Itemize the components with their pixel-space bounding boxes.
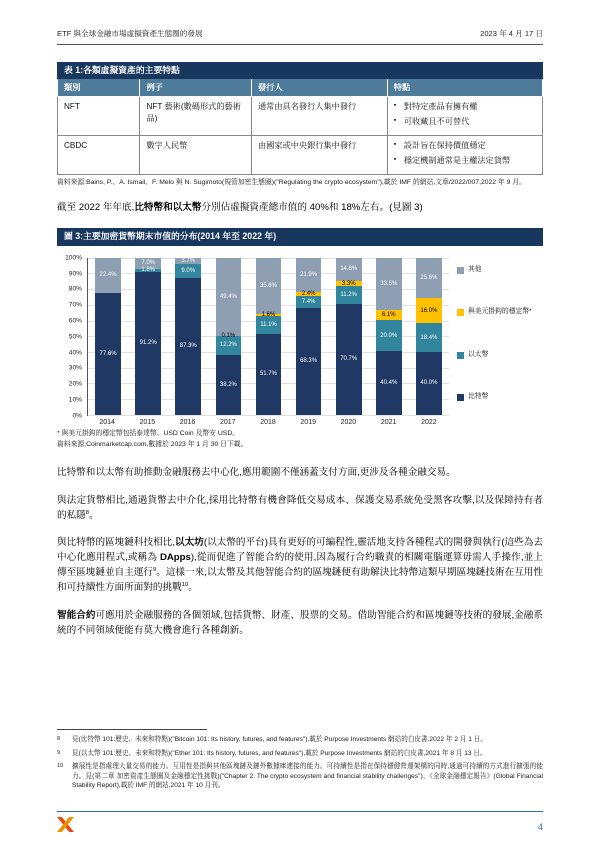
footnote-reference: 10 xyxy=(181,582,189,589)
bar-segment-label: 18.4% xyxy=(420,334,438,341)
bar-segment-label: 16.0% xyxy=(420,307,438,314)
chart-plot xyxy=(87,258,449,416)
bar-segment xyxy=(95,258,121,293)
bar-segment xyxy=(416,352,442,415)
footnote-reference: 9 xyxy=(153,567,157,574)
body-paragraph-5 xyxy=(57,608,543,638)
table-cell: 數字人民幣 xyxy=(140,136,252,175)
feature-item: ▪ 對特定產品有擁有權 xyxy=(394,101,536,112)
footnote-number: 10 xyxy=(57,763,64,770)
footnote-number: 9 xyxy=(57,749,61,756)
gridline xyxy=(88,415,449,416)
bar-segment-label: 40.4% xyxy=(380,380,398,387)
bar-segment xyxy=(416,323,442,352)
bar-segment-label: 91.2% xyxy=(139,340,157,347)
x-axis-label: 2021 xyxy=(380,418,397,426)
page-header xyxy=(57,28,543,45)
y-axis-tick: 30% xyxy=(68,364,82,372)
bar-segment-label: 3.3% xyxy=(341,280,356,287)
footnote-separator xyxy=(57,729,207,730)
legend-swatch xyxy=(457,352,464,359)
bar-column-2022 xyxy=(409,258,449,415)
text-run: 以太坊 xyxy=(175,536,204,548)
feature-list xyxy=(394,101,536,127)
x-axis-label: 2018 xyxy=(260,418,276,426)
bar-segment-label: 68.3% xyxy=(300,358,318,365)
bar-segment-label: 87.3% xyxy=(179,343,197,350)
y-axis-tick: 90% xyxy=(68,270,82,278)
text-run: ),從而促進了智能合約的使用,因為履行合約職責的相關電腦運算毋需人手操作,並上傳至區塊鏈並自主運行 xyxy=(57,552,543,579)
legend-label: 其他 xyxy=(468,265,482,273)
legend-swatch xyxy=(457,267,464,274)
bar-segment-label: 70.7% xyxy=(340,356,358,363)
bar-segment-label: 9.0% xyxy=(181,267,196,274)
table1-column-header: 發行人 xyxy=(251,79,387,97)
legend-swatch xyxy=(457,309,464,316)
table1-column-header: 類別 xyxy=(58,79,140,97)
table-cell: CBDC xyxy=(58,136,140,175)
y-axis-tick: 70% xyxy=(68,301,82,309)
bar-stack-2022 xyxy=(416,258,442,415)
x-axis-label: 2016 xyxy=(179,418,196,426)
footnote-number: 8 xyxy=(57,736,61,743)
bar-segment-label: 1.6% xyxy=(261,311,276,318)
y-axis-tick: 80% xyxy=(68,285,82,293)
bar-segment xyxy=(416,258,442,298)
table1-column-header: 特點 xyxy=(387,79,542,97)
y-axis-tick: 60% xyxy=(68,317,82,325)
bar-segment-label: 40.0% xyxy=(420,380,438,387)
footnote-reference: 8 xyxy=(85,509,90,516)
bar-segment xyxy=(296,258,322,292)
x-axis-label: 2015 xyxy=(139,418,156,426)
bar-segment xyxy=(376,351,402,414)
bar-column-2016 xyxy=(168,258,208,415)
bar-segment-label: 0.1% xyxy=(221,332,236,339)
bar-stack-2015 xyxy=(135,258,161,415)
chart-y-axis xyxy=(57,254,87,420)
figure3-source: 資料來源:Coinmarketcap.com,數據於 2023 年 1 月 30 日下載。 xyxy=(57,440,248,448)
body-paragraph-1 xyxy=(57,200,543,215)
figure3-chart xyxy=(57,254,543,426)
bar-segment-label: 49.4% xyxy=(219,293,237,300)
bar-column-2021 xyxy=(369,258,409,415)
footnotes-list xyxy=(57,735,543,791)
footnote-text: 見(比特幣 101:歷史、未來和特點)("Bitcoin 101: Its history, futures, and features"),載於 Purpose Investments 網站的白皮書,2022 年 2 月 1 日。 xyxy=(72,736,487,744)
bar-segment xyxy=(336,286,362,304)
body-paragraph-4 xyxy=(57,535,543,596)
text-run: 與法定貨幣相比,通過貨幣去中介化,採用比特幣有機會降低交易成本、保護交易系統免受黑客攻擊,以及保障持有者的私隱 xyxy=(57,494,543,521)
x-axis-label: 2020 xyxy=(340,418,357,426)
bar-segment-label: 33.5% xyxy=(380,281,398,288)
footnote-text: 見(以太幣 101:歷史、未來和特點)("Ether 101: Its history, futures, and features"),載於 Purpose Investments 網站的白皮書,2021 年 8 月 13 日。 xyxy=(72,749,487,757)
bar-segment xyxy=(296,296,322,308)
x-axis-label: 2014 xyxy=(99,418,115,426)
text-run: 可應用於金融服務的各個領域,包括貨幣、財產、股票的交易。借助智能合約和區塊鏈等技術的發展,金融系統的不同領域便能有莫大機會進行各種創新。 xyxy=(57,609,543,636)
document-date: 2023 年 4 月 17 日 xyxy=(480,29,543,38)
bar-segment-label: 3.7% xyxy=(181,257,196,264)
y-axis-tick: 100% xyxy=(65,254,82,262)
bar-segment-label: 11.1% xyxy=(260,321,277,328)
bar-segment xyxy=(135,272,161,415)
bar-column-2015 xyxy=(128,258,168,415)
bar-segment xyxy=(256,316,282,333)
bar-segment-label: 38.2% xyxy=(219,381,237,388)
table-row xyxy=(58,97,543,136)
bar-segment xyxy=(416,298,442,323)
bar-segment xyxy=(256,334,282,415)
text-run: 分別佔虛擬資產總市值的 40%和 18%左右。(見圖 3) xyxy=(201,202,423,214)
bar-segment xyxy=(216,258,242,336)
footnotes-section xyxy=(57,729,543,795)
chart-plot-wrap xyxy=(87,258,449,426)
chart-legend xyxy=(457,258,543,416)
legend-item xyxy=(457,351,543,360)
table-cell: NFT xyxy=(58,97,140,136)
table-cell: NFT 藝術(數碼形式的藝術品) xyxy=(140,97,252,136)
table-cell-features xyxy=(387,136,542,175)
table1 xyxy=(57,79,543,175)
bar-segment-label: 12.2% xyxy=(219,342,237,349)
bar-segment-label: 51.7% xyxy=(259,371,277,378)
bar-stack-2019 xyxy=(296,258,322,415)
bar-stack-2021 xyxy=(376,258,402,415)
legend-item xyxy=(457,266,543,275)
text-run: 。 xyxy=(188,582,198,594)
table1-title: 表 1:各類虛擬資產的主要特點 xyxy=(57,62,543,79)
figure3-title: 圖 3:主要加密貨幣期末市值的分布(2014 年至 2022 年) xyxy=(57,228,543,245)
text-run: 比特幣和以太幣 xyxy=(134,202,202,214)
bar-stack-2020 xyxy=(336,258,362,415)
y-axis-tick: 40% xyxy=(68,349,82,357)
bar-segment-label: 22.4% xyxy=(99,272,117,279)
text-run: DApps xyxy=(159,552,191,564)
bar-segment-label: 6.1% xyxy=(381,312,396,319)
bar-segment xyxy=(175,278,201,415)
text-run: 。 xyxy=(89,509,99,521)
chart-bars xyxy=(88,258,449,415)
bar-segment xyxy=(376,310,402,320)
y-axis-tick: 20% xyxy=(68,380,82,388)
bar-segment xyxy=(216,355,242,415)
bar-segment xyxy=(256,258,282,314)
figure3-footnote: * 與美元掛鈎的穩定幣包括泰達幣、USD Coin 及幣安 USD。 xyxy=(57,429,240,437)
text-run: 與比特幣的區塊鏈科技相比, xyxy=(57,536,176,548)
figure3-block xyxy=(57,228,543,449)
document-title: ETF 與全球金融市場虛擬資產生態圈的發展 xyxy=(57,29,203,38)
footnote xyxy=(57,735,543,745)
feature-item: ▪ 穩定機制通常是主權法定貨幣 xyxy=(394,155,536,166)
feature-item: ▪ 設計旨在保持價值穩定 xyxy=(394,140,536,151)
bar-segment-label: 7.0% xyxy=(141,260,155,267)
bar-column-2019 xyxy=(289,258,329,415)
text-run: 。這樣一來,以太幣及其他智能合約的區塊鏈便有助解決比特幣這類早期區塊鏈技術在互用性和可持續性方面所面對的挑戰 xyxy=(57,567,544,594)
table-cell-features xyxy=(387,97,542,136)
bar-segment xyxy=(175,264,201,278)
page-number: 4 xyxy=(537,821,543,833)
legend-item xyxy=(457,393,543,402)
bar-segment xyxy=(296,308,322,415)
x-axis-label: 2017 xyxy=(219,418,236,426)
feature-item: ▪ 可收藏且不可替代 xyxy=(394,116,536,127)
y-axis-tick: 0% xyxy=(72,412,82,420)
bar-segment-label: 11.2% xyxy=(340,292,357,298)
bar-column-2017 xyxy=(208,258,248,415)
table-cell: 由國家或中央銀行集中發行 xyxy=(251,136,387,175)
text-run: (以太幣的平台)具有更好的可編程性,靈活地支持各種程式的開發與執行(這些為去中心化應用程式,或稱為 xyxy=(57,536,543,564)
bar-segment-label: 1.8% xyxy=(141,267,155,274)
body-paragraph-2 xyxy=(57,465,543,480)
x-axis-label: 2019 xyxy=(300,418,316,426)
bar-segment-label: 21.9% xyxy=(300,272,318,278)
bar-column-2018 xyxy=(248,258,288,415)
y-axis-tick: 10% xyxy=(68,396,82,404)
bar-segment-label: 20.0% xyxy=(380,332,398,339)
bar-segment-label: 7.4% xyxy=(301,298,316,305)
footnote xyxy=(57,762,543,791)
bar-segment-label: 14.8% xyxy=(340,266,358,273)
bar-stack-2014 xyxy=(95,258,121,415)
footer-rule xyxy=(57,811,543,812)
text-run: 截至 2022 年年底, xyxy=(57,202,135,214)
bar-column-2020 xyxy=(329,258,369,415)
table1-column-header: 例子 xyxy=(140,79,252,97)
bar-segment xyxy=(95,293,121,415)
table1-body xyxy=(58,97,543,175)
bar-segment xyxy=(336,258,362,281)
legend-swatch xyxy=(457,394,464,401)
table-cell: 通常由具名發行人集中發行 xyxy=(251,97,387,136)
text-run: 智能合約 xyxy=(57,609,96,621)
bar-segment-label: 77.6% xyxy=(99,350,117,357)
bar-segment xyxy=(336,304,362,415)
y-axis-tick: 50% xyxy=(68,333,82,341)
bar-column-2014 xyxy=(88,258,128,415)
table-row xyxy=(58,136,543,175)
bar-stack-2016 xyxy=(175,258,201,415)
legend-label: 比特幣 xyxy=(468,392,489,400)
bar-segment-label: 2.4% xyxy=(301,291,316,298)
page-footer xyxy=(57,811,543,837)
x-brand-logo-icon xyxy=(57,817,74,837)
footnote xyxy=(57,749,543,759)
legend-label: 與美元掛鈎的穩定幣* xyxy=(468,308,532,316)
legend-label: 以太幣 xyxy=(468,350,489,358)
bar-segment-label: 25.6% xyxy=(420,274,438,281)
bar-stack-2018 xyxy=(256,258,282,415)
footnote-text: 擴展性是指處理大量交易的能力。互用性是指與其他區塊鏈及鏈外數據庫連接的能力。可持續性是指在保持穩健營運架構的同時,通過可持續的方式進行擴張的能力。見(第二章 加密資產生態圈及金融穩定性挑戰)("Chapter 2. The crypto ecosystem and financial stability challenges")、《全球金融穩定報告》(Global Financial Stability Report),載於 IMF 的網站,2021 年 10 月刊。 xyxy=(72,763,543,790)
feature-list xyxy=(394,140,536,166)
table1-header-row xyxy=(58,79,543,97)
table1-source: 資料來源:Bains, P.、A. Ismail、F. Melo 與 N. Sugimoto(規管加密生態圈)("Regulating the crypto ecosystem"),載於 IMF 的網站,文章/2022/007,2022 年 9 月。 xyxy=(57,179,526,187)
bar-segment xyxy=(376,258,402,311)
body-paragraph-3 xyxy=(57,493,543,523)
x-axis-label: 2022 xyxy=(421,418,437,426)
bar-stack-2017 xyxy=(216,258,242,415)
chart-x-axis xyxy=(87,419,449,426)
bar-segment-label: 35.6% xyxy=(259,282,277,289)
legend-item xyxy=(457,308,543,317)
text-run: 比特幣和以太幣有助推動金融服務去中心化,應用範圍不僅涵蓋支付方面,更涉及各種金融交易。 xyxy=(57,467,456,479)
bar-segment xyxy=(376,320,402,351)
